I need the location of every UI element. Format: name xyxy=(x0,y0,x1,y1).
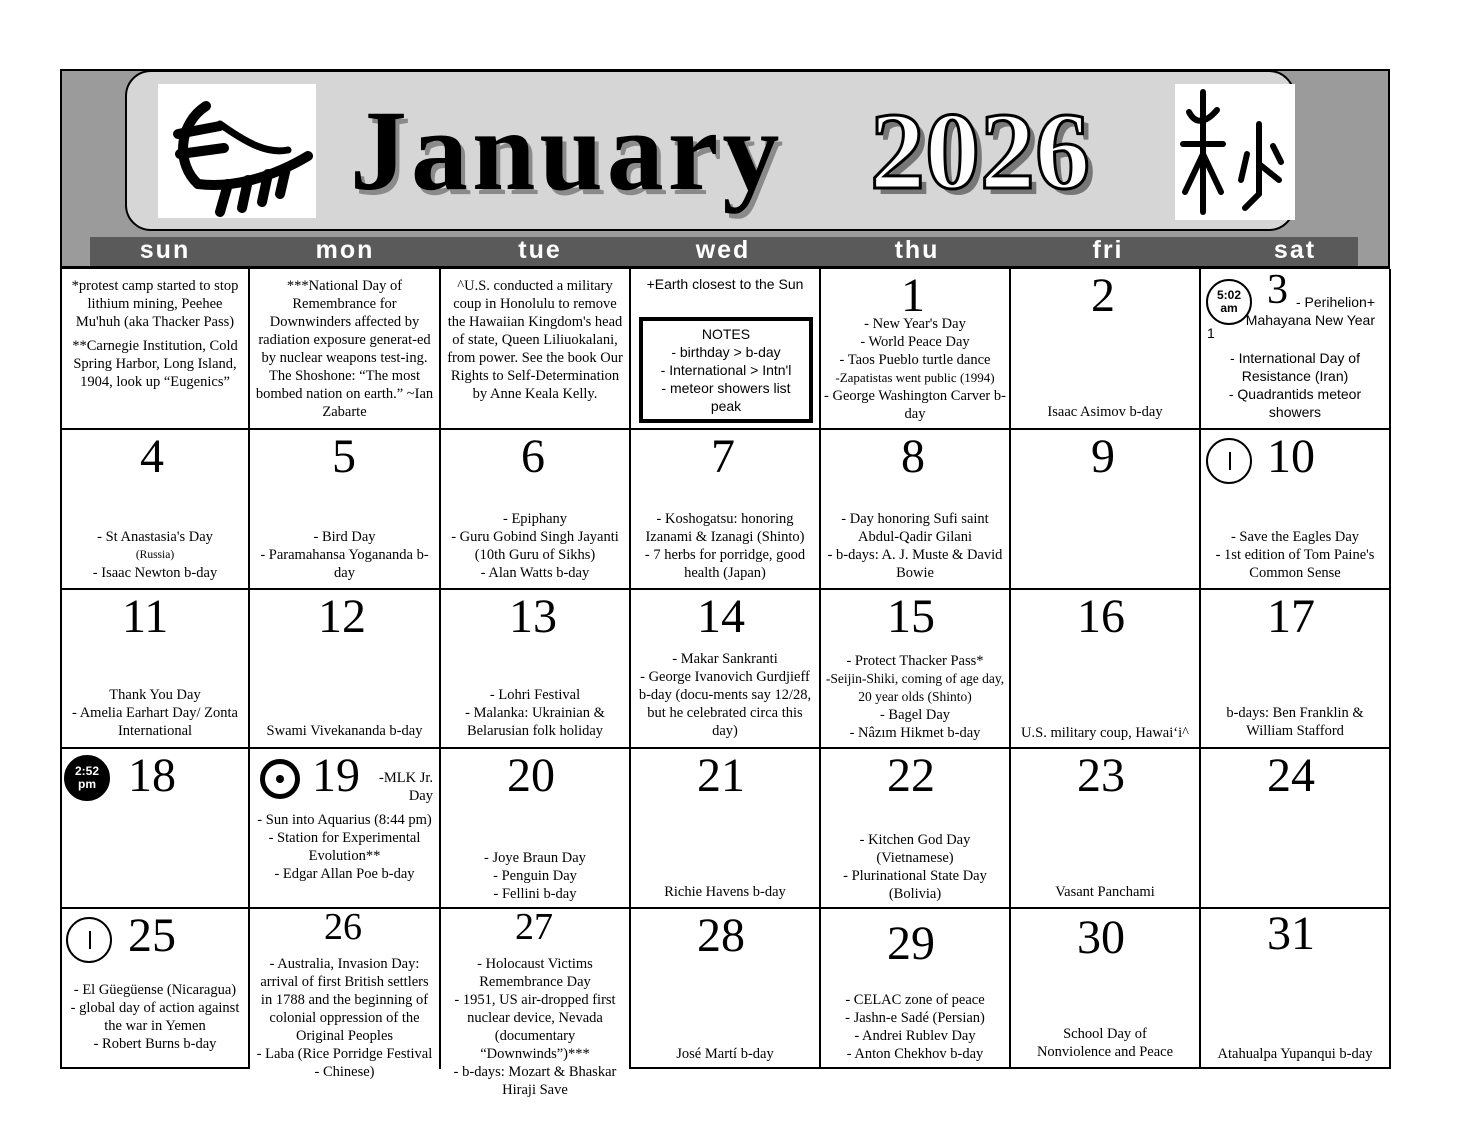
event-line: - Robert Burns b-day xyxy=(93,1036,217,1052)
event-line: - Anton Chekhov b-day xyxy=(846,1046,984,1062)
day-number: 16 xyxy=(1077,590,1125,643)
moon-time: 2:52 pm xyxy=(74,764,100,791)
day-cell-7 xyxy=(631,430,821,590)
day-number: 15 xyxy=(887,590,935,643)
event-line: - George Ivanovich Gurdjieff b-day (docu-ments say 12/28, but he celebrated circa this day) xyxy=(638,669,812,739)
day-events xyxy=(824,991,1006,1063)
day-cell-5 xyxy=(250,430,441,590)
day-events xyxy=(444,955,626,1099)
weekday-fri: fri xyxy=(1092,236,1124,264)
event-line: (Russia) xyxy=(135,549,175,561)
month-title: January xyxy=(350,87,784,214)
note-text: ***National Day of Remembrance for Downwinders affected by radiation exposure generat-ed by nuclear weapons test-ing. The Shoshone: “The most bombed nation on earth.” ~Ian Zabarte xyxy=(255,278,434,420)
moon-icon xyxy=(64,755,110,801)
event-line: Atahualpa Yupanqui b-day xyxy=(1217,1046,1373,1062)
day-events xyxy=(634,650,816,740)
event-line: - Joye Braun Day xyxy=(484,850,586,866)
day-number: 6 xyxy=(521,430,545,483)
day-number: 20 xyxy=(507,749,555,802)
event-line: - Isaac Newton b-day xyxy=(92,565,218,581)
notes-box xyxy=(639,317,813,423)
event-line: - Malanka: Ukrainian & Belarusian folk holiday xyxy=(465,705,605,739)
event-line: - Epiphany xyxy=(502,511,568,527)
day-number: 3 xyxy=(1267,267,1288,313)
day-number: 10 xyxy=(1267,430,1315,483)
day-events-top xyxy=(1237,293,1375,329)
note-text xyxy=(65,277,245,391)
event-line: - Mahayana New Year xyxy=(1237,312,1375,328)
day-events xyxy=(824,652,1006,742)
cell-prelude-tue xyxy=(441,269,631,430)
day-cell-21 xyxy=(631,749,821,909)
day-events xyxy=(824,831,1006,903)
event-line: - World Peace Day xyxy=(860,334,970,350)
day-cell-4 xyxy=(62,430,250,590)
day-cell-2 xyxy=(1011,269,1201,430)
event-line: School Day of Nonviolence and Peace xyxy=(1036,1026,1174,1060)
note-text: ^U.S. conducted a military coup in Honolulu to remove the Hawaiian Kingdom's head of state, Queen Liliuokalani, from power. See the book Our Rights to Self-Determination by Anne Keala Kelly. xyxy=(447,278,623,402)
weekday-thu: thu xyxy=(894,236,940,264)
day-events xyxy=(824,315,1006,423)
event-line: - Station for Experimental Evolution** xyxy=(268,830,421,864)
weekday-mon: mon xyxy=(315,236,375,264)
event-line: - Bird Day xyxy=(313,529,376,545)
event-line: - Bagel Day xyxy=(879,707,951,723)
day-events xyxy=(444,849,626,903)
day-number: 28 xyxy=(697,909,745,962)
event-line: - Guru Gobind Singh Jayanti (10th Guru of Sikhs) xyxy=(451,529,619,563)
event-line: Isaac Asimov b-day xyxy=(1047,404,1163,420)
event-line: Vasant Panchami xyxy=(1055,884,1155,900)
day-cell-17 xyxy=(1201,590,1391,749)
day-number: 14 xyxy=(697,590,745,643)
day-cell-29 xyxy=(821,909,1011,1069)
day-number: 27 xyxy=(515,906,553,948)
cell-prelude-wed xyxy=(631,269,821,430)
notes-line: - International > Intn'l xyxy=(660,362,792,378)
event-line: Richie Havens b-day xyxy=(664,884,786,900)
day-cell-12 xyxy=(250,590,441,749)
day-events xyxy=(65,528,245,582)
day-cell-30 xyxy=(1011,909,1201,1069)
day-cell-31 xyxy=(1201,909,1391,1069)
day-number: 26 xyxy=(324,906,362,948)
event-line: - Edgar Allan Poe b-day xyxy=(274,866,415,882)
day-number: 22 xyxy=(887,749,935,802)
day-number: 4 xyxy=(140,430,164,483)
event-line: Thank You Day xyxy=(109,687,201,703)
moon-time: 5:02 am xyxy=(1216,288,1242,315)
event-line: - 7 herbs for porridge, good health (Japan) xyxy=(644,547,806,581)
event-line: - Quadrantids meteor showers xyxy=(1228,386,1362,420)
day-number: 25 xyxy=(128,909,176,962)
event-line: -Seijin-Shiki, coming of age day, 20 year olds (Shinto) xyxy=(825,671,1005,704)
event-line: - New Year's Day xyxy=(864,316,966,332)
note-line: *protest camp started to stop lithium mining, Peehee Mu'huh (aka Thacker Pass) xyxy=(71,278,239,330)
day-number: 17 xyxy=(1267,590,1315,643)
event-line: - Save the Eagles Day xyxy=(1230,529,1360,545)
weekday-sat: sat xyxy=(1273,236,1317,264)
event-line: - Laba (Rice Porridge Festival - Chinese) xyxy=(256,1046,433,1080)
event-line: - Penguin Day xyxy=(493,868,577,884)
day-cell-20 xyxy=(441,749,631,909)
day-events xyxy=(1204,528,1386,582)
day-cell-11 xyxy=(62,590,250,749)
event-line: - Protect Thacker Pass* xyxy=(846,653,984,669)
day-cell-26 xyxy=(250,906,441,1080)
day-events xyxy=(444,510,626,582)
event-line: - Holocaust Victims Remembrance Day xyxy=(477,956,593,990)
day-number: 5 xyxy=(332,430,356,483)
year-title: 2026 xyxy=(870,90,1090,212)
day-cell-22 xyxy=(821,749,1011,909)
day-cell-1 xyxy=(821,269,1011,430)
event-line: - Day honoring Sufi saint Abdul-Qadir Gilani xyxy=(841,511,989,545)
notes-line: - birthday > b-day xyxy=(671,344,781,360)
event-line: - Fellini b-day xyxy=(493,886,577,902)
event-line: - Lohri Festival xyxy=(489,687,581,703)
event-line: U.S. military coup, Hawai‘i^ xyxy=(1021,725,1189,741)
day-number: 30 xyxy=(1077,911,1125,964)
event-line: - International Day of Resistance (Iran) xyxy=(1230,350,1360,384)
event-line: - Makar Sankranti xyxy=(672,651,778,667)
day-cell-13 xyxy=(441,590,631,749)
notes-title: NOTES xyxy=(701,326,751,342)
day-number: 2 xyxy=(1091,269,1115,322)
day-events xyxy=(824,510,1006,582)
event-line: - Perihelion+ xyxy=(1296,294,1375,310)
moon-icon xyxy=(1206,438,1252,484)
event-line: - St Anastasia's Day xyxy=(97,529,213,545)
sun-icon xyxy=(260,759,300,799)
day-cell-6 xyxy=(441,430,631,590)
note-text: +Earth closest to the Sun xyxy=(646,276,804,292)
cell-prelude-sun xyxy=(62,269,250,430)
event-line: - Nâzım Hikmet b-day xyxy=(849,725,981,741)
day-number: 31 xyxy=(1267,907,1315,960)
day-cell-24 xyxy=(1201,749,1391,909)
event-line: b-days: Ben Franklin & William Stafford xyxy=(1226,705,1364,739)
event-line: - El Güegüense (Nicaragua) xyxy=(73,982,237,998)
day-events xyxy=(444,686,626,740)
day-number: 9 xyxy=(1091,430,1115,483)
event-line: -MLK Jr. Day xyxy=(379,770,433,804)
day-cell-14 xyxy=(631,590,821,749)
day-number: 8 xyxy=(901,430,925,483)
event-line: - Koshogatsu: honoring Izanami & Izanagi (Shinto) xyxy=(645,511,805,545)
day-events xyxy=(65,981,245,1053)
day-number: 29 xyxy=(887,917,935,970)
day-cell-19 xyxy=(250,749,441,909)
event-line: - b-days: Mozart & Bhaskar Hiraji Save xyxy=(453,1064,617,1098)
day-cell-10 xyxy=(1201,430,1391,590)
day-cell-18 xyxy=(62,749,250,909)
event-line: - Andrei Rublev Day xyxy=(854,1028,976,1044)
footnote-mark: 1 xyxy=(1207,325,1215,341)
event-line: - George Washington Carver b-day xyxy=(824,388,1006,422)
day-number: 19 xyxy=(312,749,360,802)
weekday-sun: sun xyxy=(139,236,191,264)
day-cell-25 xyxy=(62,909,250,1069)
horse-glyph-icon xyxy=(158,84,316,218)
day-number: 23 xyxy=(1077,749,1125,802)
day-cell-16 xyxy=(1011,590,1201,749)
day-events xyxy=(253,528,436,582)
day-cell-8 xyxy=(821,430,1011,590)
event-line: - Paramahansa Yogananda b-day xyxy=(260,547,429,581)
cell-prelude-mon xyxy=(250,269,441,430)
event-line: - Kitchen God Day (Vietnamese) xyxy=(859,832,971,866)
event-line: - Plurinational State Day (Bolivia) xyxy=(843,868,987,902)
notes-line: - meteor showers list peak xyxy=(661,380,791,414)
note-line: **Carnegie Institution, Cold Spring Harbor, Long Island, 1904, look up “Eugenics” xyxy=(72,338,238,390)
day-cell-15 xyxy=(821,590,1011,749)
day-events xyxy=(65,686,245,740)
event-line: - Jashn-e Sadé (Persian) xyxy=(845,1010,985,1026)
event-line: - Amelia Earhart Day/ Zonta International xyxy=(72,705,238,739)
event-line: José Martí b-day xyxy=(676,1046,774,1062)
moon-icon xyxy=(66,917,112,963)
day-number: 21 xyxy=(697,749,745,802)
day-number: 24 xyxy=(1267,749,1315,802)
day-cell-3 xyxy=(1201,269,1391,430)
day-number: 12 xyxy=(318,590,366,643)
day-events xyxy=(253,811,436,883)
day-number: 1 xyxy=(901,269,925,322)
event-line: - Taos Pueblo turtle dance xyxy=(839,352,991,368)
day-number: 18 xyxy=(128,749,176,802)
event-line: - global day of action against the war in Yemen xyxy=(70,1000,240,1034)
day-cell-23 xyxy=(1011,749,1201,909)
day-events xyxy=(634,510,816,582)
day-cell-27 xyxy=(441,906,631,1098)
day-events xyxy=(1204,349,1386,421)
day-events xyxy=(253,955,436,1081)
event-line: - Alan Watts b-day xyxy=(480,565,590,581)
event-line: - Australia, Invasion Day: arrival of first British settlers in 1788 and the beginning of colonial oppression of the Original Peoples xyxy=(260,956,429,1044)
day-number: 7 xyxy=(711,430,735,483)
event-line: - b-days: A. J. Muste & David Bowie xyxy=(827,547,1003,581)
weekday-wed: wed xyxy=(695,236,751,264)
day-cell-28 xyxy=(631,909,821,1069)
weekday-tue: tue xyxy=(518,236,562,264)
day-number: 11 xyxy=(122,590,169,643)
day-cell-9 xyxy=(1011,430,1201,590)
event-line: - 1st edition of Tom Paine's Common Sense xyxy=(1215,547,1375,581)
event-line: - Sun into Aquarius (8:44 pm) xyxy=(257,812,432,828)
event-line: Swami Vivekananda b-day xyxy=(266,723,423,739)
autumn-glyph-icon xyxy=(1175,84,1295,220)
event-line: -Zapatistas went public (1994) xyxy=(835,370,995,385)
event-line: - 1951, US air-dropped first nuclear device, Nevada (documentary “Downwinds”)*** xyxy=(454,992,616,1062)
event-line: - CELAC zone of peace xyxy=(845,992,985,1008)
day-number: 13 xyxy=(509,590,557,643)
